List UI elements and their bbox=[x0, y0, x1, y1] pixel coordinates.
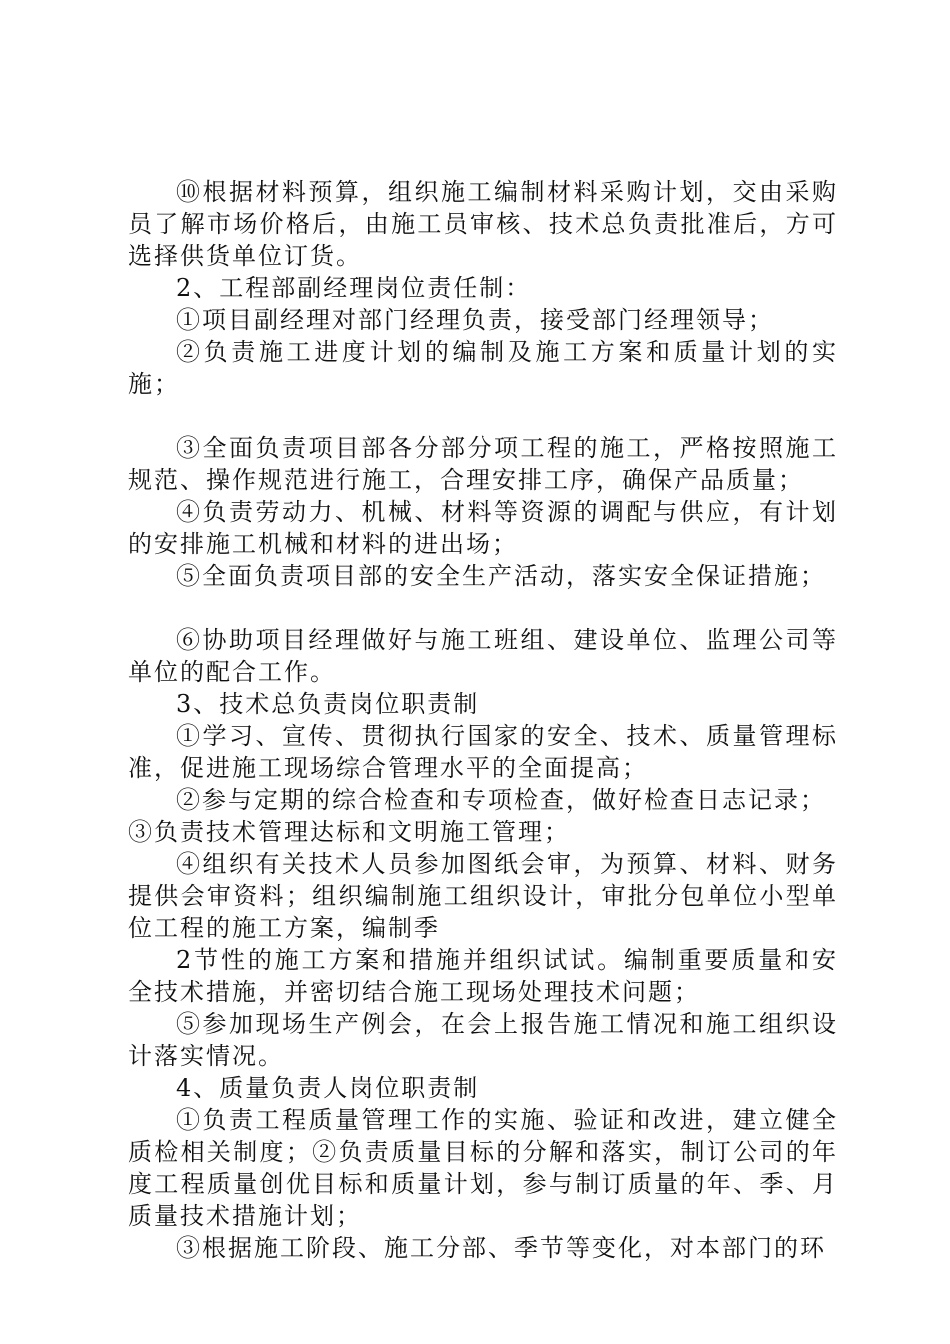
paragraph: ④组织有关技术人员参加图纸会审，为预算、材料、财务提供会审资料；组织编制施工组织设计，审批分包单位小型单位工程的施工方案，编制季 bbox=[128, 850, 838, 942]
document-page bbox=[128, 176, 838, 1264]
paragraph: ③根据施工阶段、施工分部、季节等变化，对本部门的环 bbox=[176, 1234, 826, 1262]
paragraph: ③全面负责项目部各分部分项工程的施工，严格按照施工规范、操作规范进行施工，合理安排工序，确保产品质量； bbox=[128, 434, 838, 494]
paragraph: ④负责劳动力、机械、材料等资源的调配与供应，有计划的安排施工机械和材料的进出场； bbox=[128, 498, 838, 558]
paragraph: ①项目副经理对部门经理负责，接受部门经理领导； bbox=[176, 306, 774, 334]
paragraph: ⑤参加现场生产例会，在会上报告施工情况和施工组织设计落实情况。 bbox=[128, 1010, 838, 1070]
paragraph: ①学习、宣传、贯彻执行国家的安全、技术、质量管理标准，促进施工现场综合管理水平的全面提高； bbox=[128, 722, 838, 782]
paragraph: ②负责施工进度计划的编制及施工方案和质量计划的实施； bbox=[128, 338, 838, 398]
section-heading: 4、质量负责人岗位职责制 bbox=[176, 1074, 480, 1102]
paragraph: 2节性的施工方案和措施并组织试试。编制重要质量和安全技术措施，并密切结合施工现场处理技术问题； bbox=[128, 946, 838, 1006]
paragraph: ⑥协助项目经理做好与施工班组、建设单位、监理公司等单位的配合工作。 bbox=[128, 626, 838, 686]
paragraph: ⑤全面负责项目部的安全生产活动，落实安全保证措施； bbox=[176, 562, 826, 590]
paragraph-gap bbox=[128, 400, 838, 432]
section-heading: 2、工程部副经理岗位责任制： bbox=[176, 274, 532, 302]
paragraph: ⑩根据材料预算，组织施工编制材料采购计划，交由采购员了解市场价格后，由施工员审核、技术总负责批准后，方可选择供货单位订货。 bbox=[128, 178, 838, 270]
paragraph: ②参与定期的综合检查和专项检查，做好检查日志记录； bbox=[176, 786, 826, 814]
paragraph: ③负责技术管理达标和文明施工管理； bbox=[128, 818, 570, 846]
paragraph: ①负责工程质量管理工作的实施、验证和改进，建立健全质检相关制度；②负责质量目标的分解和落实，制订公司的年度工程质量创优目标和质量计划，参与制订质量的年、季、月质量技术措施计划； bbox=[128, 1106, 838, 1230]
paragraph-gap bbox=[128, 592, 838, 624]
section-heading: 3、技术总负责岗位职责制 bbox=[176, 690, 480, 718]
